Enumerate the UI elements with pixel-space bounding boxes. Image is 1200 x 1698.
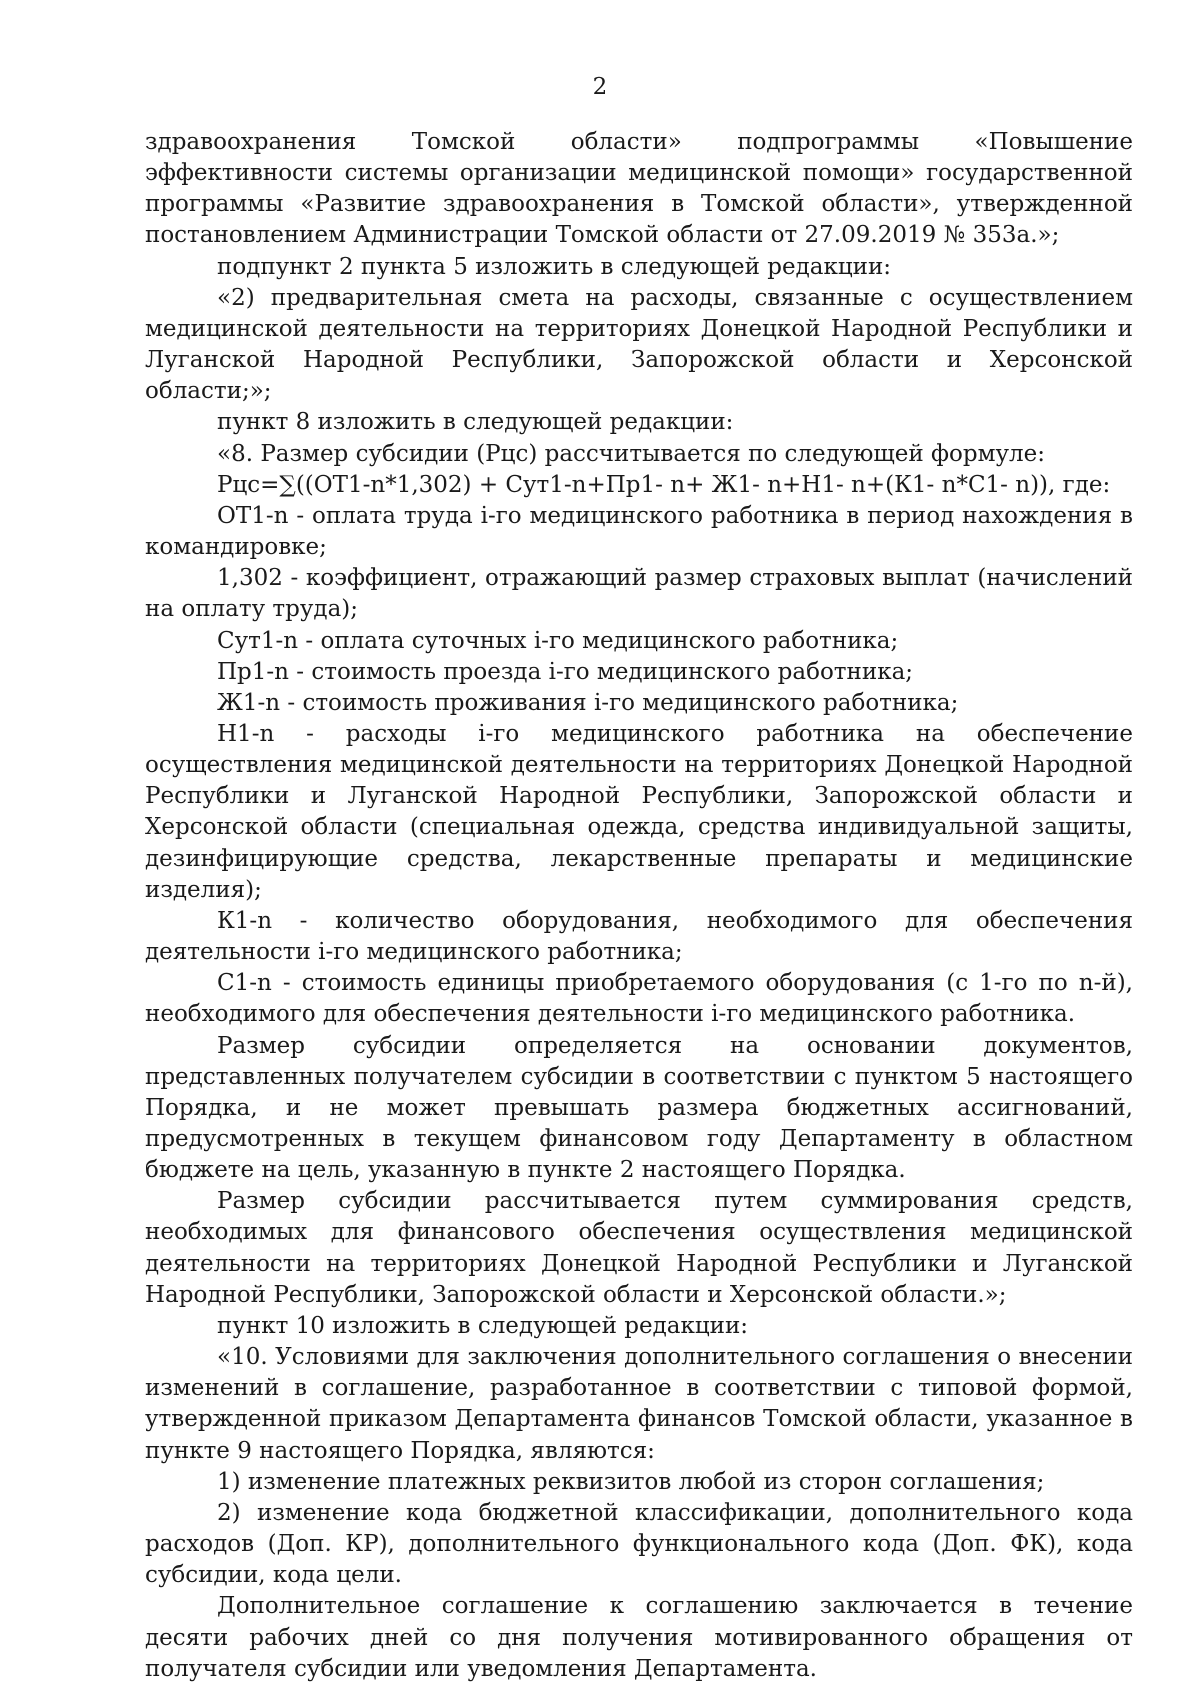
paragraph: пункт 10 изложить в следующей редакции: bbox=[217, 1312, 749, 1339]
paragraph: Н1-n - расходы i-го медицинского работника на обеспечение осуществления медицинской деятельности на территориях Донецкой Народной Республики и Луганской Народной Республики, Запорожской области и Херсонской области (специальная одежда, средства индивидуальной защиты, дезинфицирующие средства, лекарственные препараты и медицинские изделия); bbox=[145, 720, 1133, 903]
paragraph: «2) предварительная смета на расходы, связанные с осуществлением медицинской деятельности на территориях Донецкой Народной Республики и Луганской Народной Республики, Запорожской области и Херсонской области;»; bbox=[145, 284, 1133, 405]
paragraph: 1,302 - коэффициент, отражающий размер страховых выплат (начислений на оплату труда); bbox=[145, 565, 1133, 623]
paragraph: ОТ1-n - оплата труда i-го медицинского работника в период нахождения в командировке; bbox=[145, 502, 1133, 561]
paragraph: 2) изменение кода бюджетной классификации, дополнительного кода расходов (Доп. КР), дополнительного функционального кода (Доп. ФК), кода субсидии, кода цели. bbox=[145, 1499, 1133, 1589]
paragraph: Размер субсидии рассчитывается путем суммирования средств, необходимых для финансового обеспечения осуществления медицинской деятельности на территориях Донецкой Народной Республики и Луганской Народной Республики, Запорожской области и Херсонской области.»; bbox=[145, 1188, 1133, 1308]
paragraph: К1-n - количество оборудования, необходимого для обеспечения деятельности i-го медицинского работника; bbox=[145, 907, 1133, 966]
page-number: 2 bbox=[592, 74, 608, 100]
paragraph: здравоохранения Томской области» подпрограммы «Повышение эффективности системы организации медицинской помощи» государственной программы «Развитие здравоохранения в Томской области», утвержденной постановлением Администрации Томской области от 27.09.2019 № 353а.»; bbox=[145, 129, 1133, 249]
paragraph: «10. Условиями для заключения дополнительного соглашения о внесении изменений в соглашение, разработанное в соответствии с типовой формой, утвержденной приказом Департамента финансов Томской области, указанное в пункте 9 настоящего Порядка, являются: bbox=[145, 1344, 1133, 1464]
paragraph: Ж1-n - стоимость проживания i-го медицинского работника; bbox=[217, 689, 959, 716]
paragraph: Сут1-n - оплата суточных i-го медицинского работника; bbox=[217, 627, 899, 654]
paragraph: 1) изменение платежных реквизитов любой из сторон соглашения; bbox=[217, 1468, 1045, 1495]
paragraph: Дополнительное соглашение к соглашению заключается в течение десяти рабочих дней со дня получения мотивированного обращения от получателя субсидии или уведомления Департамента. bbox=[145, 1593, 1133, 1682]
paragraph: Пр1-n - стоимость проезда i-го медицинского работника; bbox=[217, 658, 914, 685]
paragraph: «8. Размер субсидии (Рцс) рассчитывается по следующей формуле: bbox=[217, 440, 1045, 467]
paragraph: пункт 8 изложить в следующей редакции: bbox=[217, 409, 734, 436]
formula-paragraph: Рцс=∑((ОТ1-n*1,302) + Сут1-n+Пр1- n+ Ж1- n+Н1- n+(К1- n*С1- n)), где: bbox=[217, 471, 1111, 498]
document-body bbox=[145, 127, 1133, 1685]
paragraph: С1-n - стоимость единицы приобретаемого оборудования (с 1-го по n-й), необходимого для обеспечения деятельности i-го медицинского работника. bbox=[145, 970, 1133, 1028]
paragraph: Размер субсидии определяется на основании документов, представленных получателем субсидии в соответствии с пунктом 5 настоящего Порядка, и не может превышать размера бюджетных ассигнований, предусмотренных в текущем финансовом году Департаменту в областном бюджете на цель, указанную в пункте 2 настоящего Порядка. bbox=[145, 1032, 1133, 1184]
paragraph: подпункт 2 пункта 5 изложить в следующей редакции: bbox=[217, 253, 892, 280]
